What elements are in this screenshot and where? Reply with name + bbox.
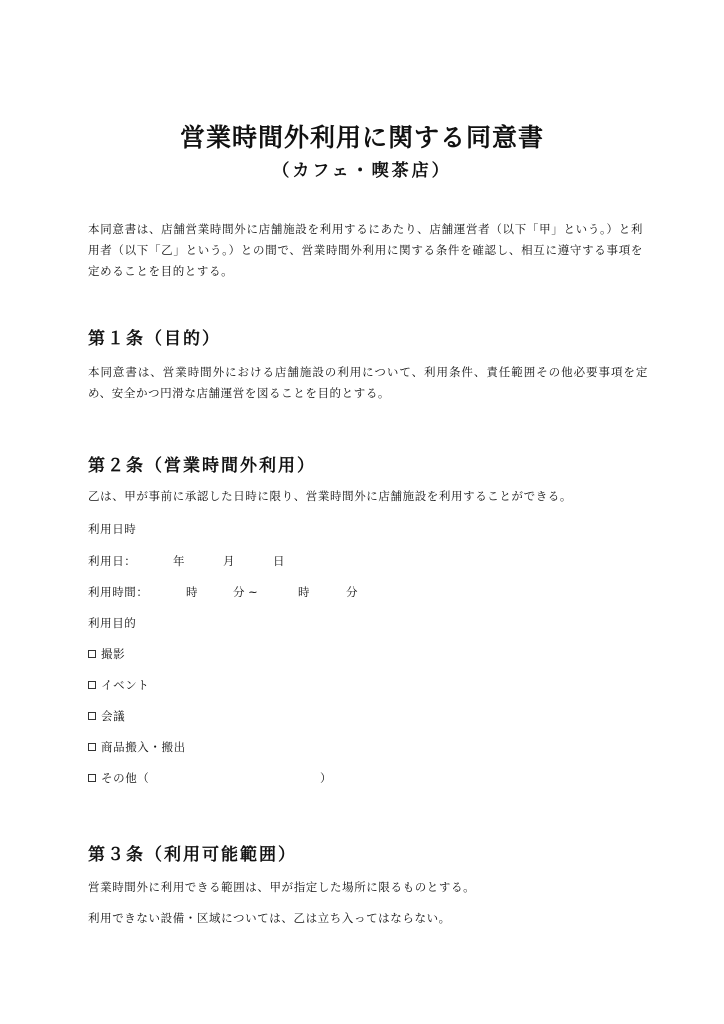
purpose-option[interactable] [88, 708, 125, 724]
article3-heading: 第３条（利用可能範囲） [88, 845, 297, 865]
article2-body: 乙は、甲が事前に承認した日時に限り、営業時間外に店舗施設を利用することができる。 [88, 489, 572, 503]
article1-body: 本同意書は、営業時間外における店舗施設の利用について、利用条件、責任範囲その他必要事項を定め、安全かつ円滑な店舗運営を図ることを目的とする。 [88, 365, 648, 400]
document-title: 営業時間外利用に関する同意書 [179, 123, 544, 152]
checkbox-icon[interactable] [88, 743, 96, 751]
start-minute-unit: 分 ~ [233, 585, 258, 599]
article3-line2: 利用できない設備・区域については、乙は立ち入ってはならない。 [88, 911, 451, 925]
start-hour-unit: 時 [186, 585, 198, 599]
purpose-option[interactable] [88, 677, 149, 693]
purpose-label: 利用目的 [88, 616, 137, 630]
checkbox-icon[interactable] [88, 774, 96, 782]
datetime-label: 利用日時 [88, 522, 137, 536]
article1-heading: 第１条（目的） [88, 329, 221, 349]
purpose-option-label: 会議 [101, 709, 126, 723]
article2-heading: 第２条（営業時間外利用） [88, 456, 316, 476]
month-unit: 月 [223, 554, 235, 568]
other-close-paren: ） [320, 771, 332, 785]
end-hour-unit: 時 [298, 585, 310, 599]
checkbox-icon[interactable] [88, 712, 96, 720]
year-unit: 年 [173, 554, 185, 568]
checkbox-icon[interactable] [88, 650, 96, 658]
day-unit: 日 [273, 554, 285, 568]
other-label: その他（ [101, 771, 150, 785]
article3-line1: 営業時間外に利用できる範囲は、甲が指定した場所に限るものとする。 [88, 880, 476, 894]
purpose-option[interactable] [88, 739, 186, 755]
intro-paragraph: 本同意書は、店舗営業時間外に店舗施設を利用するにあたり、店舗運営者（以下「甲」という。）と利用者（以下「乙」という。）との間で、営業時間外利用に関する条件を確認し、相互に遵守する事項を定めることを目的とする。 [88, 222, 643, 278]
end-minute-unit: 分 [346, 585, 358, 599]
document-subtitle: （カフェ・喫茶店） [272, 161, 452, 181]
checkbox-icon[interactable] [88, 681, 96, 689]
date-label: 利用日： [88, 554, 137, 568]
time-label: 利用時間： [88, 585, 149, 599]
purpose-option[interactable] [88, 646, 125, 662]
purpose-option-label: イベント [101, 678, 150, 692]
purpose-option-other[interactable] [88, 770, 149, 786]
purpose-option-label: 撮影 [101, 647, 126, 661]
purpose-option-label: 商品搬入・搬出 [101, 740, 186, 754]
